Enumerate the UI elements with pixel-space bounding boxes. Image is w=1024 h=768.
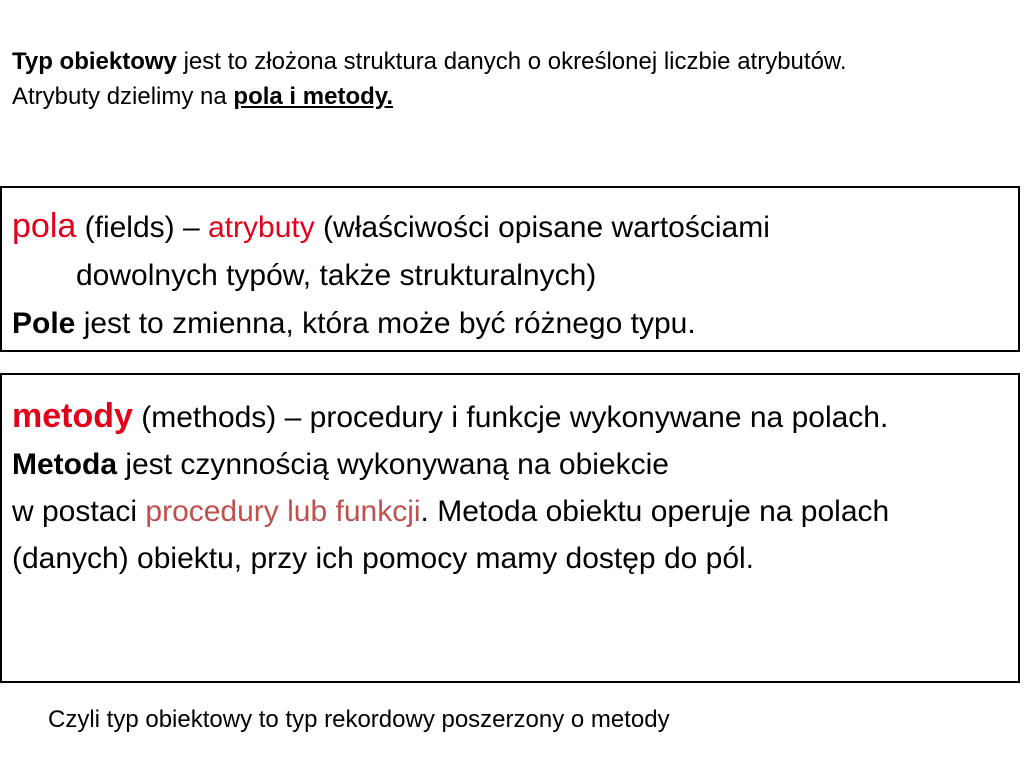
intro-term: Typ obiektowy bbox=[12, 48, 177, 75]
methods-definition-text: (methods) – procedury i funkcje wykonywane na polach. bbox=[132, 401, 889, 434]
fields-definition bbox=[12, 202, 1008, 252]
method-definition bbox=[12, 441, 1008, 582]
intro-definition-text: jest to złożona struktura danych o określonej liczbie atrybutów. bbox=[176, 48, 847, 75]
method-form-prefix: w postaci bbox=[12, 495, 146, 528]
fields-term: pola bbox=[12, 207, 77, 245]
method-definition-text: jest czynnością wykonywaną na obiekcie bbox=[117, 448, 669, 481]
summary-text: Czyli typ obiektowy to typ rekordowy poszerzony o metody bbox=[48, 706, 670, 733]
fields-description-continued: dowolnych typów, także strukturalnych) bbox=[76, 259, 597, 292]
fields-description: (właściwości opisane wartościami bbox=[314, 211, 770, 244]
method-term: Metoda bbox=[12, 448, 117, 481]
intro-definition bbox=[12, 44, 1012, 79]
field-term: Pole bbox=[12, 307, 76, 340]
methods-definition bbox=[12, 393, 1008, 441]
fields-alias: atrybuty bbox=[208, 211, 315, 244]
method-form-highlight: procedury lub funkcji bbox=[145, 495, 421, 528]
intro-division bbox=[12, 79, 1012, 114]
fields-box bbox=[0, 186, 1020, 352]
field-definition-text: jest to zmienna, która może być różnego typu. bbox=[75, 307, 696, 340]
fields-term-en: (fields) – bbox=[76, 211, 208, 244]
intro-division-text: Atrybuty dzielimy na bbox=[12, 83, 234, 110]
methods-box bbox=[0, 373, 1020, 683]
intro-section bbox=[12, 44, 1012, 114]
methods-term: metody bbox=[12, 397, 133, 435]
field-definition bbox=[12, 300, 1008, 348]
method-form-text: . Metoda obiektu operuje na polach (danych) obiektu, przy ich pomocy mamy dostęp do pól. bbox=[12, 495, 890, 575]
intro-division-terms: pola i metody. bbox=[233, 83, 393, 110]
